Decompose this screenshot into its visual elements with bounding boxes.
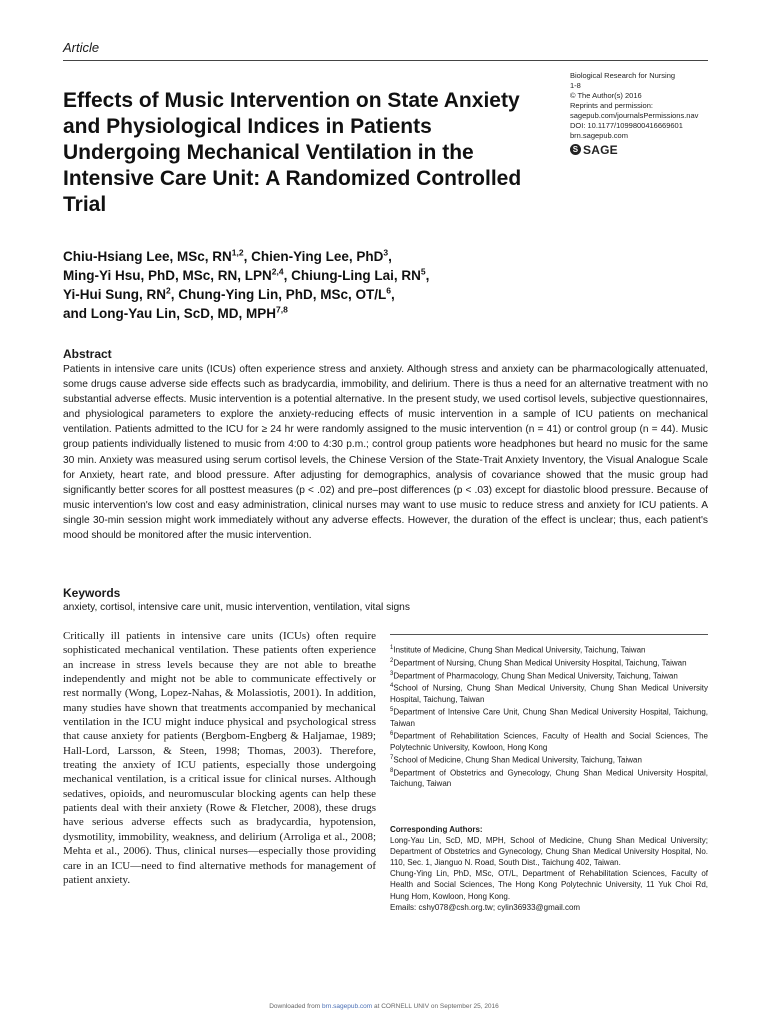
- footnote-rule: [390, 634, 708, 635]
- author-name: Chung-Ying Lin, PhD, MSc, OT/L: [178, 287, 387, 302]
- author-name: Yi-Hui Sung, RN: [63, 287, 166, 302]
- permissions-link[interactable]: sagepub.com/journalsPermissions.nav: [570, 111, 699, 120]
- affiliation-number: 3: [390, 670, 394, 677]
- reprints-label: Reprints and permission:: [570, 101, 653, 110]
- affiliation-number: 5: [390, 707, 394, 714]
- corresponding-author-1: Long-Yau Lin, ScD, MD, MPH, School of Medicine, Chung Shan Medical University; Department of Obstetrics and Gynecology, Chung Shan Medical University Hospital, No. 110, Sec. 1, Jianguo N. Road, South Dist., Taichung 402, Taiwan.: [390, 836, 708, 868]
- corresponding-author-2: Chung-Ying Lin, PhD, MSc, OT/L, Department of Rehabilitation Sciences, Faculty of Health and Social Sciences, The Hong Kong Polytechnic University, 11 Yuk Choi Rd, Hung Hom, Kowloon, Hong Kong.: [390, 869, 708, 901]
- author-name: and Long-Yau Lin, ScD, MD, MPH: [63, 306, 277, 321]
- footer-prefix: Downloaded from: [269, 1003, 322, 1010]
- author-name: Chiu-Hsiang Lee, MSc, RN: [63, 249, 232, 264]
- abstract-heading: Abstract: [63, 347, 112, 361]
- footer-link[interactable]: brn.sagepub.com: [321, 1003, 373, 1010]
- article-type-label: Article: [63, 40, 100, 55]
- abstract-text: Patients in intensive care units (ICUs) often experience stress and anxiety. Although stress and anxiety can be pharmacologically attenuated, some drugs cause adverse side effects such as bradycardia, immobility, and delirium. There is thus a need for an alternative treatment with no substantial adverse effects. Music intervention is a potential alternative. In the present study, we used cortisol levels, subjective questionnaires, and physiological parameters to explore the anxiety-reducing effects of music intervention in a sample of ICU patients on mechanical ventilation. Patients admitted to the ICU for ≥ 24 hr were randomly assigned to the music intervention (n = 41) or control group (n = 44). Music group patients individually listened to music from 4:00 to 4:30 p.m.; control group patients wore headphones but heard no music for the same 30 min. Anxiety was measured using serum cortisol levels, the Chinese Version of the State-Trait Anxiety Inventory, the Visual Analogue Scale for Anxiety, heart rate, and blood pressure. After adjusting for demographics, analysis of covariance showed that the music group had significantly better scores for all posttest measures (p < .02) and pre–post differences (p < .03) except for diastolic blood pressure. Because of music intervention's low cost and easy administration, clinical nurses may want to use music to reduce stress and anxiety for ICU patients. A single 30-min session might work immediately without any adverse effects. However, the duration of the effect is unclear; thus, each patient's mood should be monitored after the music intervention.: [63, 364, 708, 542]
- affiliation-item: [390, 669, 708, 682]
- author-affiliation-marker: 7,8: [276, 304, 288, 315]
- affiliation-text: Department of Nursing, Chung Shan Medical University Hospital, Taichung, Taiwan: [393, 658, 687, 668]
- author-name: Chien-Ying Lee, PhD: [251, 249, 384, 264]
- affiliation-item: [390, 766, 708, 790]
- affiliation-item: [390, 753, 708, 766]
- affiliation-number: 1: [390, 645, 394, 651]
- doi[interactable]: DOI: 10.1177/1099800416669601: [570, 121, 683, 130]
- journal-pages: 1-8: [570, 81, 581, 90]
- keywords-heading: Keywords: [63, 586, 121, 600]
- author-affiliation-marker: 6: [386, 285, 391, 296]
- author-separator: ,: [425, 268, 430, 283]
- author-affiliation-marker: 1,2: [231, 247, 244, 258]
- author-separator: ,: [283, 268, 292, 283]
- publisher-name: SAGE: [583, 142, 618, 157]
- affiliation-item: [390, 705, 708, 729]
- affiliation-number: 8: [390, 767, 394, 774]
- author-affiliation-marker: 2: [166, 285, 171, 296]
- affiliation-item: [390, 643, 708, 656]
- author-name: Ming-Yi Hsu, PhD, MSc, RN, LPN: [63, 268, 272, 283]
- download-footer: [0, 1003, 768, 1010]
- author-separator: ,: [243, 249, 252, 264]
- author-separator: ,: [390, 287, 395, 302]
- corresponding-emails[interactable]: Emails: cshy078@csh.org.tw; cylin36933@gmail.com: [390, 902, 581, 912]
- affiliation-text: Department of Obstetrics and Gynecology, Chung Shan Medical University Hospital, Taichung, Taiwan: [390, 768, 708, 789]
- journal-name: Biological Research for Nursing: [570, 71, 676, 80]
- affiliation-number: 7: [390, 754, 394, 761]
- affiliation-number: 4: [390, 683, 394, 690]
- affiliations-list: [390, 643, 708, 789]
- author-name: Chiung-Ling Lai, RN: [291, 268, 421, 283]
- author-affiliation-marker: 3: [383, 247, 389, 258]
- affiliation-item: [390, 729, 708, 753]
- author-affiliation-marker: 2,4: [271, 266, 284, 277]
- abstract-section: [63, 347, 708, 543]
- keywords-text: anxiety, cortisol, intensive care unit, music intervention, ventilation, vital signs: [63, 602, 410, 613]
- affiliation-text: Department of Rehabilitation Sciences, Faculty of Health and Social Sciences, The Polytechnic University, Kowloon, Hong Kong: [390, 731, 708, 752]
- affiliation-number: 2: [390, 657, 394, 664]
- author-separator: ,: [388, 249, 392, 264]
- corresponding-heading: Corresponding Authors:: [390, 825, 483, 834]
- keywords-section: [63, 586, 708, 615]
- affiliation-item: [390, 681, 708, 705]
- copyright: © The Author(s) 2016: [570, 91, 642, 100]
- author-affiliation-marker: 5: [420, 266, 426, 277]
- sage-logo: [570, 144, 720, 155]
- paper-title: Effects of Music Intervention on State Anxiety and Physiological Indices in Patients Undergoing Mechanical Ventilation in the Intensive Care Unit: A Randomized Controlled Trial: [63, 89, 522, 216]
- affiliation-text: Institute of Medicine, Chung Shan Medical University, Taichung, Taiwan: [393, 645, 646, 655]
- affiliation-number: 6: [390, 730, 394, 737]
- affiliation-item: [390, 656, 708, 669]
- header-rule: [63, 60, 708, 61]
- journal-site-link[interactable]: brn.sagepub.com: [570, 131, 628, 140]
- affiliation-text: School of Medicine, Chung Shan Medical University, Taichung, Taiwan: [393, 755, 642, 765]
- footer-suffix: at CORNELL UNIV on September 25, 2016: [372, 1003, 499, 1010]
- affiliation-text: School of Nursing, Chung Shan Medical University, Chung Shan Medical University Hospital, Taichung, Taiwan: [390, 683, 708, 704]
- body-paragraph: Critically ill patients in intensive care units (ICUs) often require sophisticated mechanical ventilation. These patients often experience an increase in stress levels because they are not able to breathe independently and might not be able to communicate effectively or rest normally (Wong, Lopez-Nahas, & Molassiotis, 2001). In addition, many studies have shown that treatments accompanied by mechanical ventilation in the ICU might induce physical and psychological stress that cause anxiety for patients (Bergbom-Engberg & Haljamae, 1989; Hall-Lord, Larsson, & Steen, 1998; Thomas, 2003). Therefore, treating the anxiety of ICU patients, especially those undergoing mechanical ventilation, is a critical issue for clinical nurses. Although sedatives, opioids, and neuromuscular blocking agents can help these patients deal with their anxiety (Rowe & Fletcher, 2008), these drugs have serious adverse effects such as bradycardia, hypotension, dysmotility, immobility, weakness, and delirium (Arroliga et al., 2008; Mehta et al., 2006). Thus, clinical nurses—especially those providing care in an ICU—need to find alternative methods for management of patient anxiety.: [63, 630, 376, 886]
- journal-info: [570, 71, 720, 155]
- affiliation-text: Department of Pharmacology, Chung Shan Medical University, Taichung, Taiwan: [393, 671, 678, 681]
- sage-logo-icon: S: [570, 144, 581, 155]
- affiliation-text: Department of Intensive Care Unit, Chung Shan Medical University Hospital, Taichung, Taiwan: [390, 707, 708, 728]
- corresponding-authors: [390, 824, 708, 913]
- author-separator: ,: [170, 287, 179, 302]
- author-list: [63, 247, 623, 323]
